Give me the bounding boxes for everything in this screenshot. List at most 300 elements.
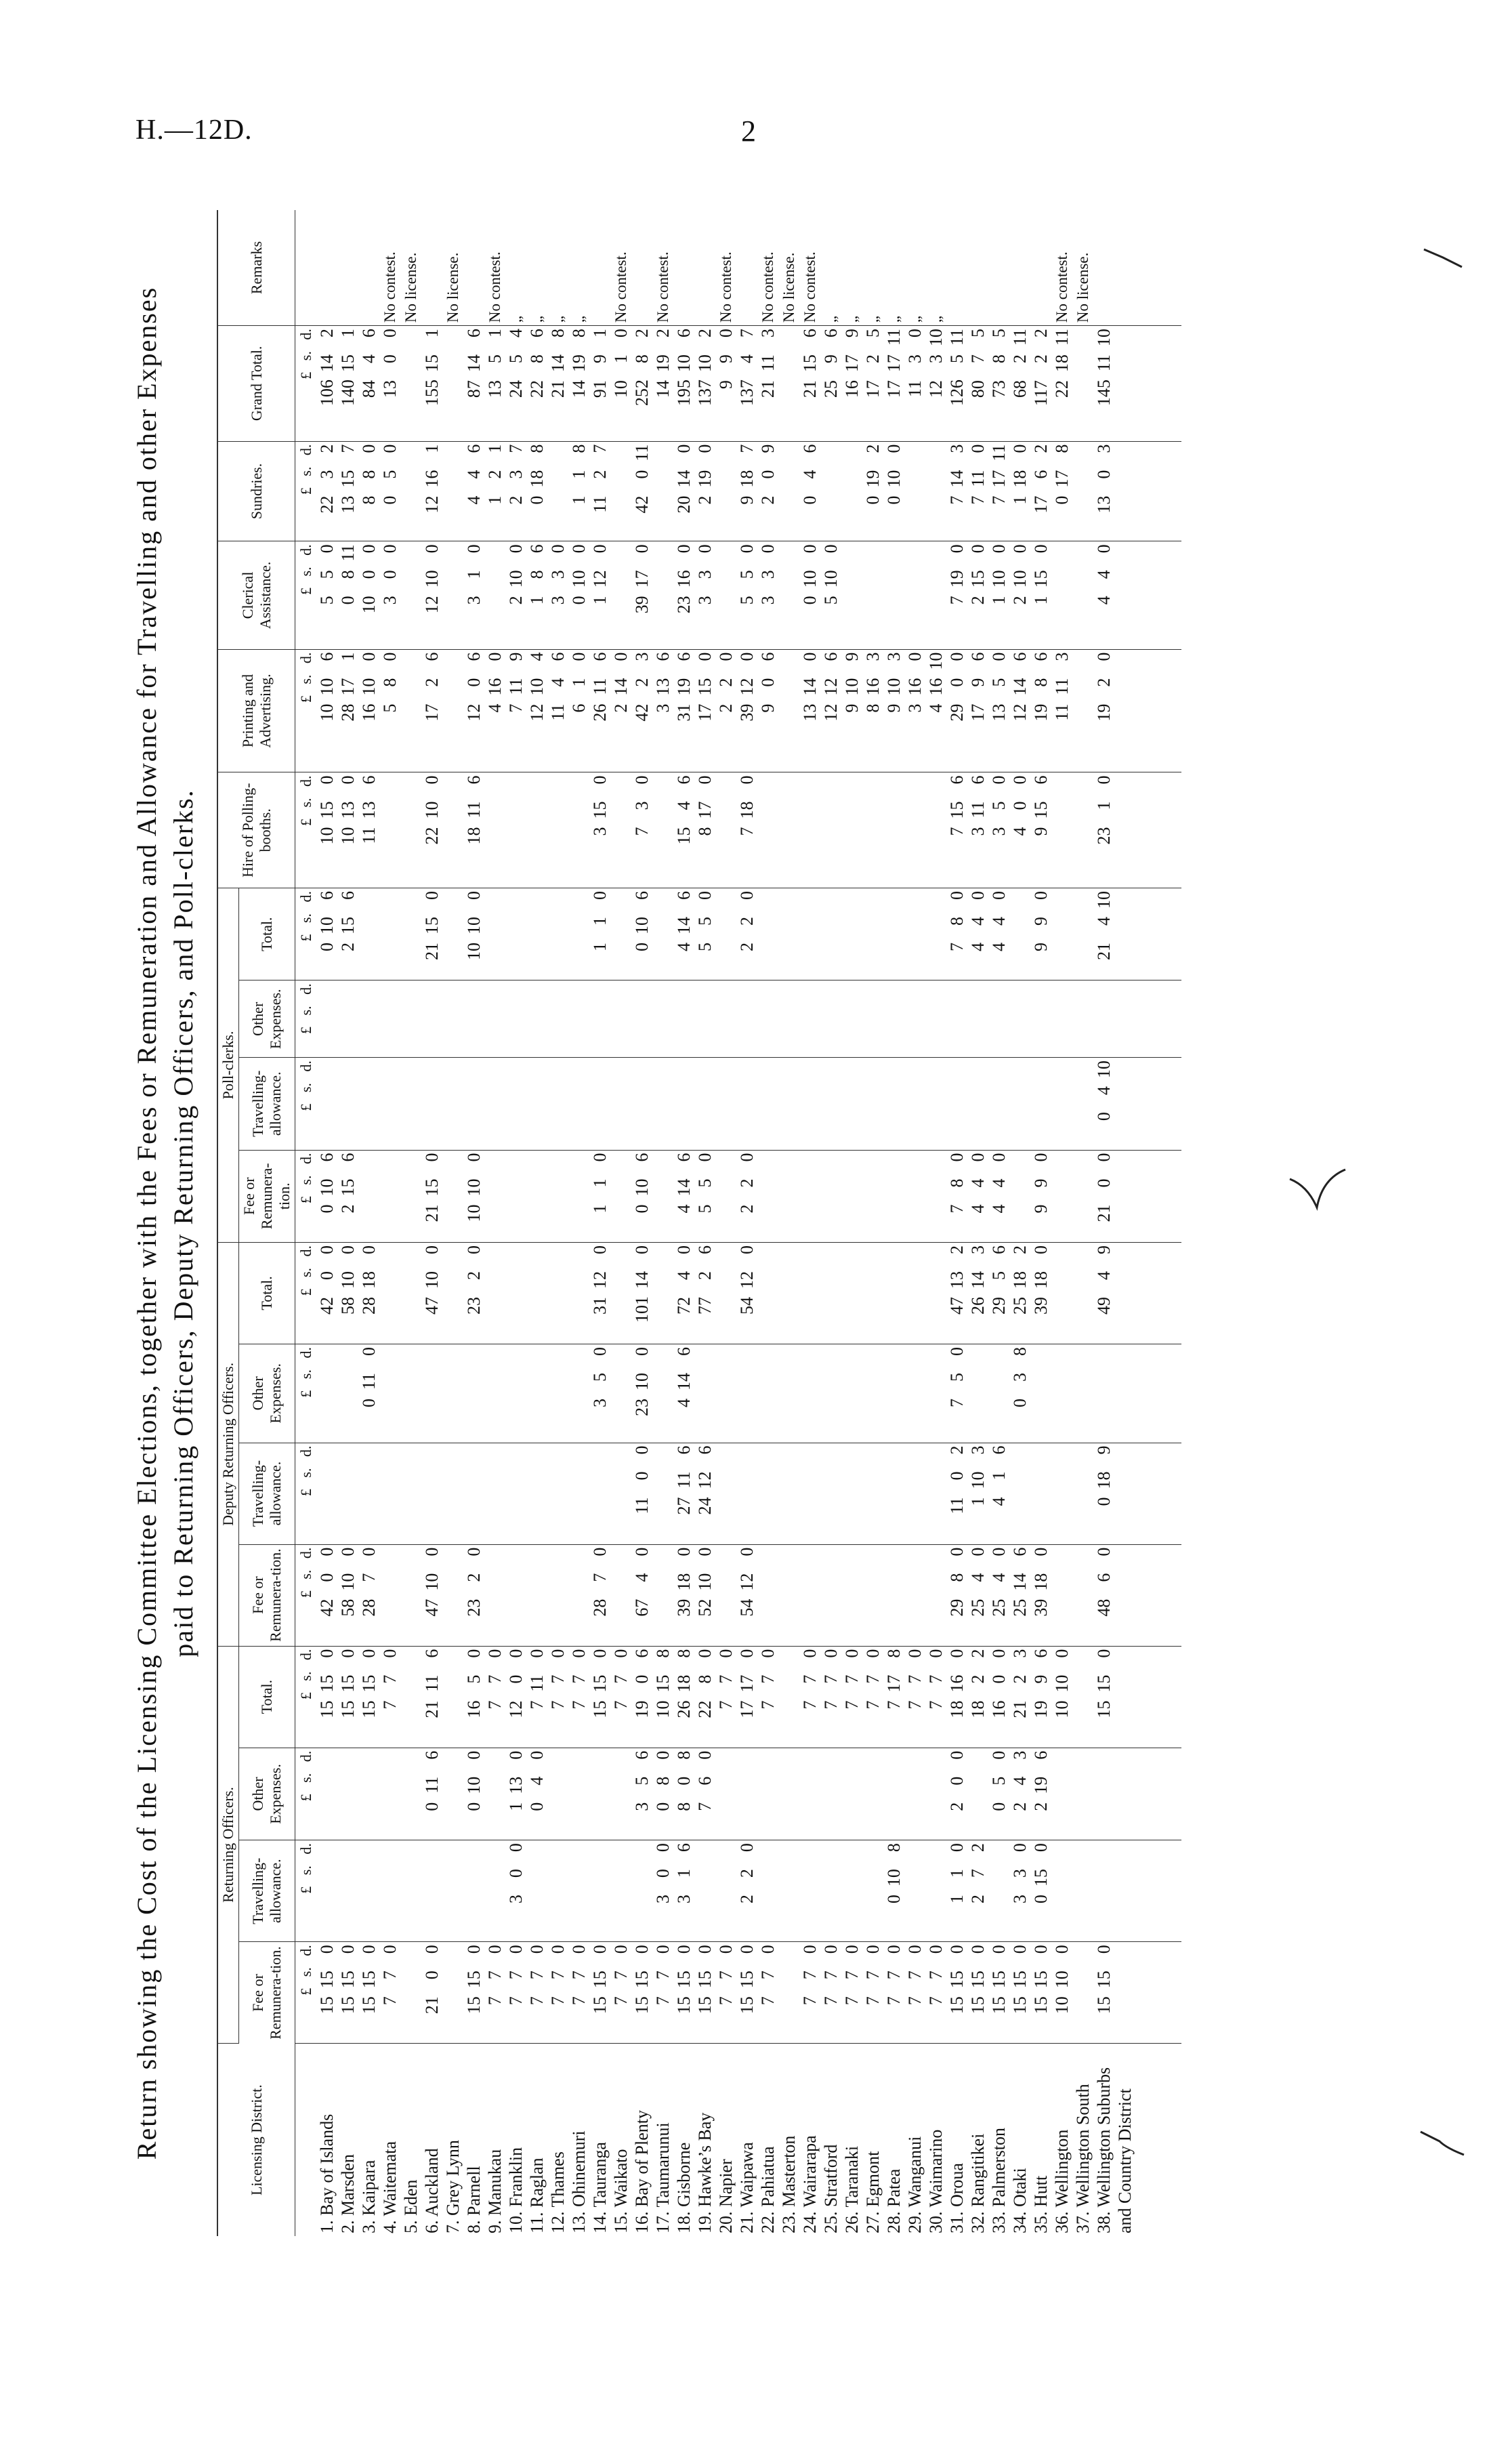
ro-cell: 15150 bbox=[736, 1942, 757, 2044]
ro-cell: 770 bbox=[610, 1942, 631, 2044]
clerical-cell bbox=[442, 541, 463, 649]
dro-cell: 750 bbox=[946, 1344, 967, 1443]
ro-cell: 15150 bbox=[316, 1646, 337, 1748]
dro-cell bbox=[799, 1544, 820, 1646]
ro-cell bbox=[526, 1840, 547, 1942]
district-cell: 15. Waikato bbox=[611, 2149, 631, 2233]
table-row bbox=[589, 210, 610, 2236]
printing-cell: 610 bbox=[568, 649, 589, 772]
pc-cell bbox=[820, 980, 841, 1058]
grand-total-cell: 9191 bbox=[589, 326, 610, 442]
pc-cell: 2100 bbox=[1093, 1150, 1181, 1242]
ro-cell: 2123 bbox=[1009, 1646, 1030, 1748]
hire-cell: 3150 bbox=[589, 772, 610, 888]
units-cell: £ s. d. bbox=[295, 1344, 317, 1443]
district-cell: 31. Oroua bbox=[947, 2163, 967, 2233]
remarks-cell bbox=[1030, 210, 1051, 326]
units-cell: £ s. d. bbox=[295, 772, 317, 888]
dro-cell: 39180 bbox=[673, 1544, 694, 1646]
pc-cell bbox=[715, 888, 736, 980]
district-cell: 6. Auckland bbox=[422, 2148, 442, 2233]
dro-cell bbox=[547, 1544, 568, 1646]
ro-cell: 200 bbox=[946, 1748, 967, 1840]
pc-cell bbox=[526, 1058, 547, 1150]
sundries-cell bbox=[904, 441, 925, 541]
sundries-cell: 7143 bbox=[946, 441, 967, 541]
ro-cell bbox=[1051, 1748, 1072, 1840]
district-cell: 30. Waimarino bbox=[926, 2129, 946, 2233]
table-row bbox=[484, 210, 505, 2236]
ro-cell bbox=[442, 1942, 463, 2044]
header-ro-fee: Fee or Remunera-tion. bbox=[239, 1942, 295, 2044]
dro-cell: 26143 bbox=[967, 1242, 988, 1344]
clerical-cell: 0100 bbox=[568, 541, 589, 649]
ro-cell bbox=[631, 1840, 652, 1942]
pc-cell bbox=[925, 1058, 946, 1150]
dro-cell bbox=[1072, 1242, 1093, 1344]
dro-cell bbox=[442, 1242, 463, 1344]
ro-cell: 770 bbox=[379, 1942, 400, 2044]
dro-cell bbox=[736, 1443, 757, 1544]
dro-cell bbox=[1051, 1242, 1072, 1344]
ro-cell bbox=[799, 1748, 820, 1840]
dro-cell bbox=[610, 1242, 631, 1344]
sundries-cell: 1180 bbox=[1009, 441, 1030, 541]
dro-cell bbox=[799, 1443, 820, 1544]
dro-cell bbox=[442, 1443, 463, 1544]
pc-cell bbox=[442, 888, 463, 980]
table-row bbox=[757, 210, 778, 2236]
grand-total-cell: 11722 bbox=[1030, 326, 1051, 442]
dro-cell bbox=[778, 1443, 799, 1544]
district-cell: 10. Franklin bbox=[506, 2147, 526, 2233]
hire-cell bbox=[1051, 772, 1072, 888]
grand-total-cell: 2596 bbox=[820, 326, 841, 442]
pc-cell bbox=[484, 888, 505, 980]
sundries-cell bbox=[841, 441, 862, 541]
ro-cell: 18160 bbox=[946, 1646, 967, 1748]
pc-cell bbox=[757, 888, 778, 980]
printing-cell: 3160 bbox=[904, 649, 925, 772]
ro-cell: 2280 bbox=[694, 1646, 715, 1748]
printing-cell: 28171 bbox=[337, 649, 358, 772]
clerical-cell bbox=[925, 541, 946, 649]
pc-cell bbox=[883, 980, 904, 1058]
ro-cell: 080 bbox=[652, 1748, 673, 1840]
table-row bbox=[736, 210, 757, 2236]
dro-cell bbox=[652, 1544, 673, 1646]
pc-cell bbox=[862, 888, 883, 980]
pc-cell bbox=[862, 1058, 883, 1150]
grand-total-cell: 2286 bbox=[526, 326, 547, 442]
dro-cell bbox=[652, 1443, 673, 1544]
grand-total-cell: 8075 bbox=[967, 326, 988, 442]
remarks-cell bbox=[946, 210, 967, 326]
dro-cell bbox=[778, 1344, 799, 1443]
remarks-cell: No license. bbox=[778, 210, 799, 326]
dro-cell bbox=[862, 1242, 883, 1344]
table-row bbox=[631, 210, 652, 2236]
dro-cell: 2870 bbox=[358, 1544, 379, 1646]
header-pc-other: Other Expenses. bbox=[239, 980, 295, 1058]
pc-cell bbox=[715, 980, 736, 1058]
grand-total-cell: 68211 bbox=[1009, 326, 1030, 442]
grand-total-cell: 13747 bbox=[736, 326, 757, 442]
clerical-cell: 330 bbox=[694, 541, 715, 649]
pc-cell bbox=[1072, 1058, 1093, 1150]
dro-cell bbox=[883, 1344, 904, 1443]
dro-cell bbox=[421, 1344, 442, 1443]
dro-cell: 7240 bbox=[673, 1242, 694, 1344]
header-ro-total: Total. bbox=[239, 1646, 295, 1748]
ro-cell: 15150 bbox=[946, 1942, 967, 2044]
dro-cell: 0189 bbox=[1093, 1443, 1181, 1544]
remarks-cell: „ bbox=[904, 210, 925, 326]
district-cell: 21. Waipawa bbox=[737, 2142, 757, 2233]
sundries-cell: 118 bbox=[568, 441, 589, 541]
table-row bbox=[1072, 210, 1093, 2236]
dro-cell: 4200 bbox=[316, 1544, 337, 1646]
dro-cell: 47132 bbox=[946, 1242, 967, 1344]
district-cell: 5. Eden bbox=[401, 2179, 421, 2233]
table-row bbox=[463, 210, 484, 2236]
ro-cell: 770 bbox=[883, 1942, 904, 2044]
printing-cell: 906 bbox=[757, 649, 778, 772]
remarks-cell: „ bbox=[526, 210, 547, 326]
hire-cell: 3116 bbox=[967, 772, 988, 888]
dro-cell bbox=[820, 1344, 841, 1443]
ro-cell: 770 bbox=[568, 1942, 589, 2044]
ro-cell: 040 bbox=[526, 1748, 547, 1840]
grand-total-cell: 1300 bbox=[379, 326, 400, 442]
ro-cell: 1906 bbox=[631, 1646, 652, 1748]
hire-cell: 7180 bbox=[736, 772, 757, 888]
ro-cell: 770 bbox=[526, 1942, 547, 2044]
sundries-cell bbox=[610, 441, 631, 541]
grand-total-cell: 1725 bbox=[862, 326, 883, 442]
ro-cell bbox=[757, 1840, 778, 1942]
ro-cell: 770 bbox=[715, 1646, 736, 1748]
pc-cell: 990 bbox=[1030, 1150, 1051, 1242]
dro-cell bbox=[862, 1544, 883, 1646]
ro-cell: 15150 bbox=[631, 1942, 652, 2044]
ro-cell: 15150 bbox=[673, 1942, 694, 2044]
ro-cell: 1130 bbox=[505, 1748, 526, 1840]
dro-cell bbox=[1051, 1344, 1072, 1443]
sundries-cell: 2190 bbox=[694, 441, 715, 541]
dro-cell: 4860 bbox=[1093, 1544, 1181, 1646]
pc-cell bbox=[883, 1150, 904, 1242]
district-cell: 33. Palmerston bbox=[989, 2128, 1009, 2233]
dro-cell bbox=[715, 1344, 736, 1443]
printing-cell: 2900 bbox=[946, 649, 967, 772]
dro-cell bbox=[379, 1443, 400, 1544]
pc-cell bbox=[547, 888, 568, 980]
ro-cell bbox=[400, 1942, 421, 2044]
grand-total-cell: 12310 bbox=[925, 326, 946, 442]
grand-total-cell: 8446 bbox=[358, 326, 379, 442]
dro-cell bbox=[820, 1544, 841, 1646]
ro-cell bbox=[442, 1646, 463, 1748]
sundries-cell: 42011 bbox=[631, 441, 652, 541]
dro-cell bbox=[337, 1443, 358, 1544]
hire-cell bbox=[568, 772, 589, 888]
rotated-table-page bbox=[115, 210, 1362, 2236]
units-cell: £ s. d. bbox=[295, 1646, 317, 1748]
ro-cell: 356 bbox=[631, 1748, 652, 1840]
grand-total-cell: 1010 bbox=[610, 326, 631, 442]
ro-cell bbox=[1093, 1748, 1181, 1840]
table-row bbox=[967, 210, 988, 2236]
pc-cell bbox=[652, 1058, 673, 1150]
printing-cell: 12146 bbox=[1009, 649, 1030, 772]
pc-cell bbox=[568, 1150, 589, 1242]
units-cell: £ s. d. bbox=[295, 888, 317, 980]
ro-cell: 300 bbox=[652, 1840, 673, 1942]
dro-cell bbox=[547, 1344, 568, 1443]
units-remarks bbox=[295, 210, 317, 326]
clerical-cell: 440 bbox=[1093, 541, 1181, 649]
clerical-cell bbox=[1051, 541, 1072, 649]
dro-cell: 58100 bbox=[337, 1544, 358, 1646]
pc-cell: 780 bbox=[946, 1150, 967, 1242]
units-cell: £ s. d. bbox=[295, 1840, 317, 1942]
pc-cell bbox=[442, 980, 463, 1058]
page-number: 2 bbox=[741, 115, 756, 148]
printing-cell: 11113 bbox=[1051, 649, 1072, 772]
sundries-cell: 046 bbox=[799, 441, 820, 541]
pc-cell bbox=[841, 888, 862, 980]
hire-cell bbox=[1072, 772, 1093, 888]
dro-cell: 39180 bbox=[1030, 1242, 1051, 1344]
pc-cell bbox=[694, 980, 715, 1058]
sundries-cell: 446 bbox=[463, 441, 484, 541]
printing-cell bbox=[778, 649, 799, 772]
pc-cell: 220 bbox=[736, 1150, 757, 1242]
title-line-1: Return showing the Cost of the Licensing Committee Elections, together with the Fees or Remuneration and Allowance for Travelling and other Expenses bbox=[131, 286, 162, 2160]
ro-cell bbox=[484, 1748, 505, 1840]
dro-cell: 31120 bbox=[589, 1242, 610, 1344]
dro-cell bbox=[442, 1344, 463, 1443]
pc-cell: 21150 bbox=[421, 888, 442, 980]
hire-cell: 400 bbox=[1009, 772, 1030, 888]
dro-cell bbox=[484, 1344, 505, 1443]
grand-total-cell: 126511 bbox=[946, 326, 967, 442]
dro-cell bbox=[904, 1544, 925, 1646]
pc-cell bbox=[379, 1150, 400, 1242]
remarks-cell bbox=[463, 210, 484, 326]
pc-cell: 2156 bbox=[337, 1150, 358, 1242]
ro-cell: 7110 bbox=[526, 1646, 547, 1748]
ro-cell: 1822 bbox=[967, 1646, 988, 1748]
units-cell: £ s. d. bbox=[295, 1443, 317, 1544]
sundries-cell bbox=[652, 441, 673, 541]
hire-cell bbox=[820, 772, 841, 888]
pc-cell: 10100 bbox=[463, 888, 484, 980]
pc-cell bbox=[547, 1150, 568, 1242]
remarks-cell bbox=[673, 210, 694, 326]
district-cell: 25. Stratford bbox=[821, 2144, 841, 2233]
dro-cell bbox=[799, 1242, 820, 1344]
ro-cell: 15150 bbox=[589, 1942, 610, 2044]
printing-cell: 41610 bbox=[925, 649, 946, 772]
remarks-cell bbox=[337, 210, 358, 326]
hire-cell: 10150 bbox=[316, 772, 337, 888]
dro-cell bbox=[883, 1443, 904, 1544]
pc-cell bbox=[631, 980, 652, 1058]
printing-cell: 4160 bbox=[484, 649, 505, 772]
dro-cell: 25182 bbox=[1009, 1242, 1030, 1344]
dro-cell bbox=[1030, 1443, 1051, 1544]
pc-cell bbox=[568, 1058, 589, 1150]
ro-cell: 2100 bbox=[421, 1942, 442, 2044]
dro-cell: 038 bbox=[1009, 1344, 1030, 1443]
ro-cell bbox=[442, 1840, 463, 1942]
ro-cell bbox=[589, 1748, 610, 1840]
dro-cell: 2320 bbox=[463, 1544, 484, 1646]
dro-cell: 350 bbox=[589, 1344, 610, 1443]
district-cell: 19. Hawke’s Bay bbox=[695, 2112, 715, 2233]
table-row bbox=[925, 210, 946, 2236]
ro-cell: 770 bbox=[841, 1942, 862, 2044]
units-cell: £ s. d. bbox=[295, 1150, 317, 1242]
district-cell: 11. Raglan bbox=[527, 2157, 547, 2233]
ro-cell: 770 bbox=[757, 1646, 778, 1748]
ro-cell bbox=[757, 1748, 778, 1840]
dro-cell bbox=[484, 1443, 505, 1544]
ro-cell: 770 bbox=[484, 1942, 505, 2044]
ro-cell: 15150 bbox=[358, 1942, 379, 2044]
pc-cell: 440 bbox=[988, 1150, 1009, 1242]
units-cell: £ s. d. bbox=[295, 980, 317, 1058]
clerical-cell bbox=[1072, 541, 1093, 649]
dro-cell bbox=[421, 1443, 442, 1544]
ro-cell: 770 bbox=[715, 1942, 736, 2044]
district-cell: 3. Kaipara bbox=[359, 2160, 379, 2233]
clerical-cell bbox=[610, 541, 631, 649]
dro-cell bbox=[610, 1443, 631, 1544]
printing-cell: 1146 bbox=[547, 649, 568, 772]
clerical-cell: 330 bbox=[757, 541, 778, 649]
ro-cell: 7178 bbox=[883, 1646, 904, 1748]
ro-cell bbox=[421, 1840, 442, 1942]
printing-cell: 1350 bbox=[988, 649, 1009, 772]
ro-cell bbox=[715, 1840, 736, 1942]
pc-cell bbox=[463, 980, 484, 1058]
dro-cell bbox=[757, 1443, 778, 1544]
printing-cell: 12126 bbox=[820, 649, 841, 772]
ro-cell bbox=[988, 1840, 1009, 1942]
units-row bbox=[295, 210, 317, 2236]
ro-cell bbox=[610, 1840, 631, 1942]
dro-cell: 416 bbox=[988, 1443, 1009, 1544]
dro-cell: 2956 bbox=[988, 1242, 1009, 1344]
pc-cell: 4146 bbox=[673, 1150, 694, 1242]
ro-cell bbox=[316, 1840, 337, 1942]
pc-cell bbox=[1051, 888, 1072, 980]
dro-cell bbox=[820, 1443, 841, 1544]
sundries-cell: 7110 bbox=[967, 441, 988, 541]
pc-cell bbox=[925, 980, 946, 1058]
ro-cell: 770 bbox=[841, 1646, 862, 1748]
ro-cell: 760 bbox=[694, 1748, 715, 1840]
district-cell: 9. Manukau bbox=[485, 2149, 505, 2233]
ro-cell: 330 bbox=[1009, 1840, 1030, 1942]
pc-cell bbox=[1030, 1058, 1051, 1150]
dro-cell: 47100 bbox=[421, 1544, 442, 1646]
header-ro-travel: Travelling-allowance. bbox=[239, 1840, 295, 1942]
pc-cell bbox=[652, 1150, 673, 1242]
header-pc-travel: Travelling-allowance. bbox=[239, 1058, 295, 1150]
pc-cell bbox=[505, 888, 526, 980]
pc-cell bbox=[904, 980, 925, 1058]
ro-cell: 050 bbox=[988, 1748, 1009, 1840]
remarks-cell: No contest. bbox=[799, 210, 820, 326]
district-cell: 8. Parnell bbox=[464, 2166, 484, 2233]
header-clerical-assistance: Clerical Assistance. bbox=[217, 541, 295, 649]
dro-cell bbox=[1072, 1443, 1093, 1544]
header-dro-travel: Travelling-allowance. bbox=[239, 1443, 295, 1544]
pc-cell bbox=[400, 1150, 421, 1242]
ro-cell bbox=[316, 1748, 337, 1840]
ro-cell: 770 bbox=[484, 1646, 505, 1748]
dro-cell: 2320 bbox=[463, 1242, 484, 1344]
dro-cell bbox=[400, 1443, 421, 1544]
pc-cell bbox=[904, 1058, 925, 1150]
dro-cell bbox=[883, 1544, 904, 1646]
pc-cell bbox=[442, 1058, 463, 1150]
table-row bbox=[694, 210, 715, 2236]
table-row bbox=[778, 210, 799, 2236]
dro-cell bbox=[1072, 1344, 1093, 1443]
pc-cell bbox=[400, 1058, 421, 1150]
units-blank bbox=[295, 2044, 317, 2236]
ro-cell: 2196 bbox=[1030, 1748, 1051, 1840]
units-cell: £ s. d. bbox=[295, 441, 317, 541]
table-row bbox=[883, 210, 904, 2236]
document-reference: H.—12D. bbox=[135, 115, 253, 146]
ro-cell: 21116 bbox=[421, 1646, 442, 1748]
ro-cell: 15150 bbox=[358, 1646, 379, 1748]
hire-cell bbox=[400, 772, 421, 888]
clerical-cell bbox=[652, 541, 673, 649]
clerical-cell: 186 bbox=[526, 541, 547, 649]
dro-cell bbox=[1093, 1344, 1181, 1443]
dro-cell: 2540 bbox=[967, 1544, 988, 1646]
remarks-cell: „ bbox=[505, 210, 526, 326]
table-row bbox=[799, 210, 820, 2236]
sundries-cell: 121 bbox=[484, 441, 505, 541]
hire-cell: 1546 bbox=[673, 772, 694, 888]
pc-cell: 440 bbox=[988, 888, 1009, 980]
dro-cell: 7726 bbox=[694, 1242, 715, 1344]
table-row bbox=[337, 210, 358, 2236]
pc-cell bbox=[1051, 1150, 1072, 1242]
pc-cell bbox=[967, 980, 988, 1058]
header-pc-fee: Fee or Remunera-tion. bbox=[239, 1150, 295, 1242]
grand-total-cell bbox=[778, 326, 799, 442]
dro-cell: 54120 bbox=[736, 1544, 757, 1646]
ro-cell bbox=[820, 1840, 841, 1942]
ro-cell bbox=[1072, 1748, 1093, 1840]
grand-total-cell: 195106 bbox=[673, 326, 694, 442]
remarks-cell bbox=[421, 210, 442, 326]
grand-total-cell: 7385 bbox=[988, 326, 1009, 442]
clerical-cell bbox=[904, 541, 925, 649]
clerical-cell: 39170 bbox=[631, 541, 652, 649]
table-row bbox=[526, 210, 547, 2236]
pc-cell: 440 bbox=[967, 1150, 988, 1242]
